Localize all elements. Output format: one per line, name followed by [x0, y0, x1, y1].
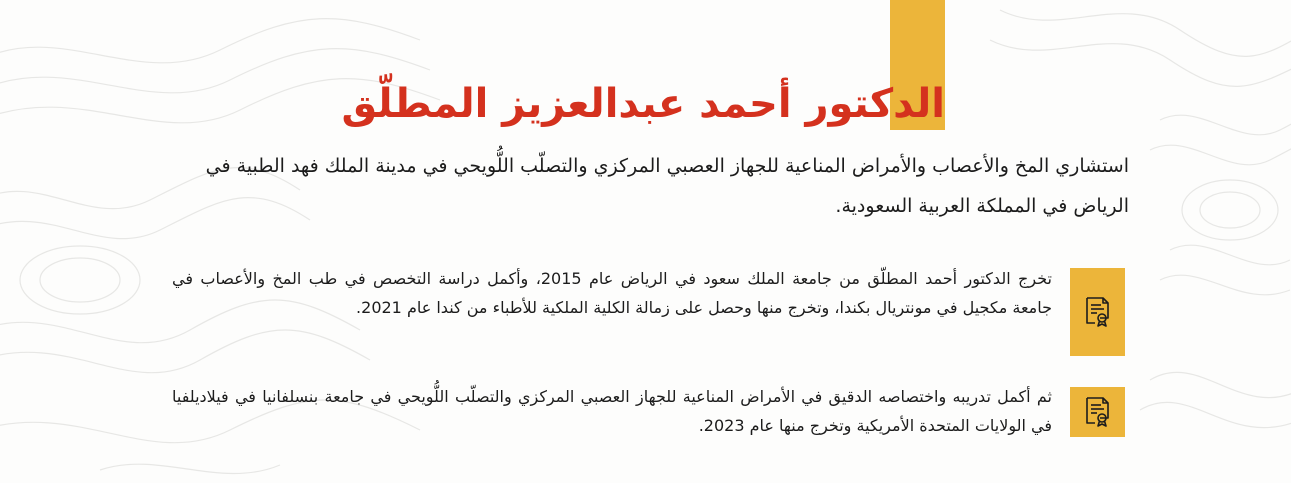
milestone-icon-box	[1070, 268, 1125, 356]
certificate-icon	[1084, 396, 1112, 428]
intro-text: استشاري المخ والأعصاب والأمراض المناعية للجهاز العصبي المركزي والتصلّب اللُّويحي في مدينة الملك فهد الطبية في الرياض في المملكة العربية السعودية.	[205, 155, 1129, 217]
milestone-icon-box	[1070, 387, 1125, 437]
milestone-text: ثم أكمل تدريبه واختصاصه الدقيق في الأمراض المناعية للجهاز العصبي المركزي والتصلّب اللُّويحي في جامعة بنسلفانيا في فيلاديلفيا في الولايات المتحدة الأمريكية وتخرج منها عام 2023.	[172, 387, 1052, 435]
certificate-icon	[1084, 296, 1112, 328]
page-title: الدكتور أحمد عبدالعزيز المطلّق	[341, 81, 945, 127]
milestone-text: تخرج الدكتور أحمد المطلّق من جامعة الملك سعود في الرياض عام 2015، وأكمل دراسة التخصص في طب المخ والأعصاب في جامعة مكجيل في مونتريال بكندا، وتخرج منها وحصل على زمالة الكلية الملكية للأطباء من كندا عام 2021.	[172, 269, 1052, 317]
